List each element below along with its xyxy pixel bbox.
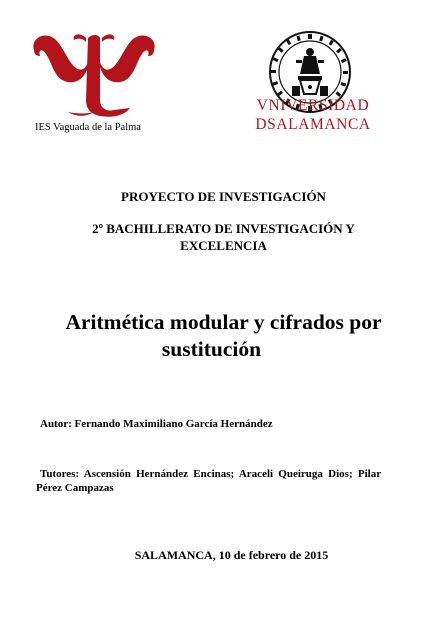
ies-logo: [28, 28, 160, 120]
program-heading-line1: 2º BACHILLERATO DE INVESTIGACIÓN Y: [92, 221, 355, 236]
ies-logo-emblem-icon: [28, 28, 160, 120]
place-date: SALAMANCA, 10 de febrero de 2015: [134, 548, 329, 562]
document-title-line1: Aritmética modular y cifrados por: [65, 310, 382, 334]
author-name: : Fernando Maximiliano García Hernández: [68, 418, 273, 430]
university-wordmark-line2: DSALAMANCA: [255, 116, 371, 133]
project-type-heading: PROYECTO DE INVESTIGACIÓN: [121, 189, 326, 204]
author-line: [40, 417, 273, 431]
document-title-line2: sustitución: [161, 337, 262, 361]
university-wordmark: [238, 96, 388, 134]
author-label: Autor: [40, 418, 69, 430]
tutors-line2: Pérez Campazas: [36, 482, 114, 494]
program-heading-line2: EXCELENCIA: [180, 238, 267, 253]
ies-caption: IES Vaguada de la Palma: [35, 122, 141, 133]
university-wordmark-line1: VNIVERSIDAD: [256, 97, 370, 114]
tutors-line1: Tutores: Ascensión Hernández Encinas; Araceli Queiruga Dios; Pilar: [40, 468, 382, 480]
